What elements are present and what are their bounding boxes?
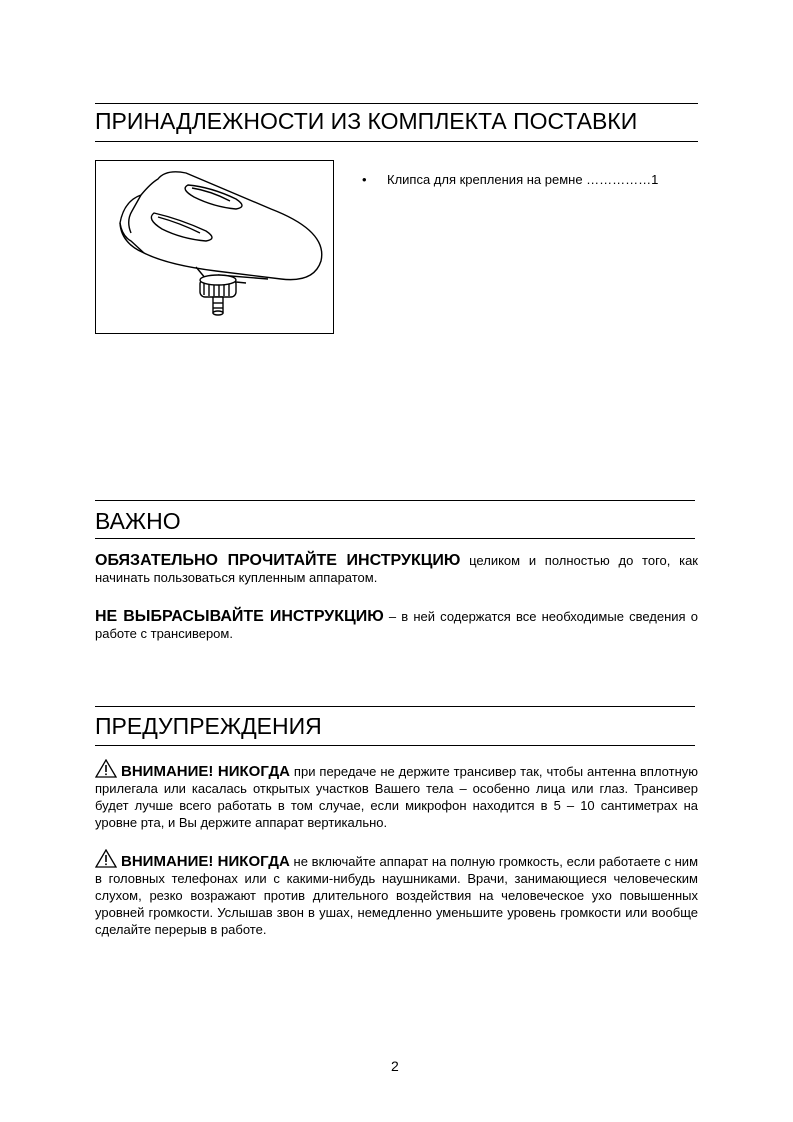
accessories-title: ПРИНАДЛЕЖНОСТИ ИЗ КОМПЛЕКТА ПОСТАВКИ xyxy=(95,108,638,134)
accessory-line xyxy=(387,172,658,187)
important-p2-bold: НЕ ВЫБРАСЫВАЙТЕ ИНСТРУКЦИЮ xyxy=(95,608,384,625)
important-p1-bold: ОБЯЗАТЕЛЬНО ПРОЧИТАЙТЕ ИНСТРУКЦИЮ xyxy=(95,552,461,569)
warning-triangle-icon xyxy=(95,849,117,868)
important-p2-text: – в ней содержатся все необходимые сведения о работе с трансивером. xyxy=(95,609,698,641)
warning-2-bold: ВНИМАНИЕ! НИКОГДА xyxy=(121,853,290,870)
warning-1-bold: ВНИМАНИЕ! НИКОГДА xyxy=(121,763,290,780)
important-p1-text: целиком и полностью до того, как начинать пользоваться купленным аппаратом. xyxy=(95,553,698,585)
section-rule-bottom xyxy=(95,538,695,539)
important-paragraph-1 xyxy=(95,552,698,586)
warning-1-text: при передаче не держите трансивер так, чтобы антенна вплотную прилегала или касалась открытых участков Вашего тела – особенно лица или глаз. Трансивер будет лучше всего работать в том случае, если микрофон находится в 5 – 10 сантиметрах на уровне рта, и Вы держите аппарат вертикально. xyxy=(95,764,698,830)
section-rule-top xyxy=(95,706,695,707)
accessory-name: Клипса для крепления на ремне xyxy=(387,172,583,187)
important-paragraph-2 xyxy=(95,608,698,642)
list-bullet: • xyxy=(362,172,367,187)
important-title: ВАЖНО xyxy=(95,508,181,534)
warning-2-text: не включайте аппарат на полную громкость, если работаете с ним в головных телефонах или с какими-нибудь наушниками. Врачи, занимающиеся человеческим слухом, резко возражают против длительного воздействия на человеческое ухо повышенных уровней громкости. Услышав звон в ушах, немедленно уменьшите уровень громкости или вообще сделайте перерыв в работе. xyxy=(95,854,699,937)
warning-paragraph-2 xyxy=(95,849,698,938)
accessory-quantity: 1 xyxy=(651,172,659,187)
accessory-leader: …………… xyxy=(586,172,652,187)
section-rule-top xyxy=(95,500,695,501)
belt-clip-figure xyxy=(95,160,334,334)
belt-clip-illustration xyxy=(96,161,333,333)
warnings-title: ПРЕДУПРЕЖДЕНИЯ xyxy=(95,713,322,739)
section-rule-bottom xyxy=(95,745,695,746)
section-rule-top xyxy=(95,103,698,104)
warning-triangle-icon xyxy=(95,759,117,778)
page-number: 2 xyxy=(391,1058,399,1074)
section-rule-bottom xyxy=(95,141,698,142)
warning-paragraph-1 xyxy=(95,759,698,831)
